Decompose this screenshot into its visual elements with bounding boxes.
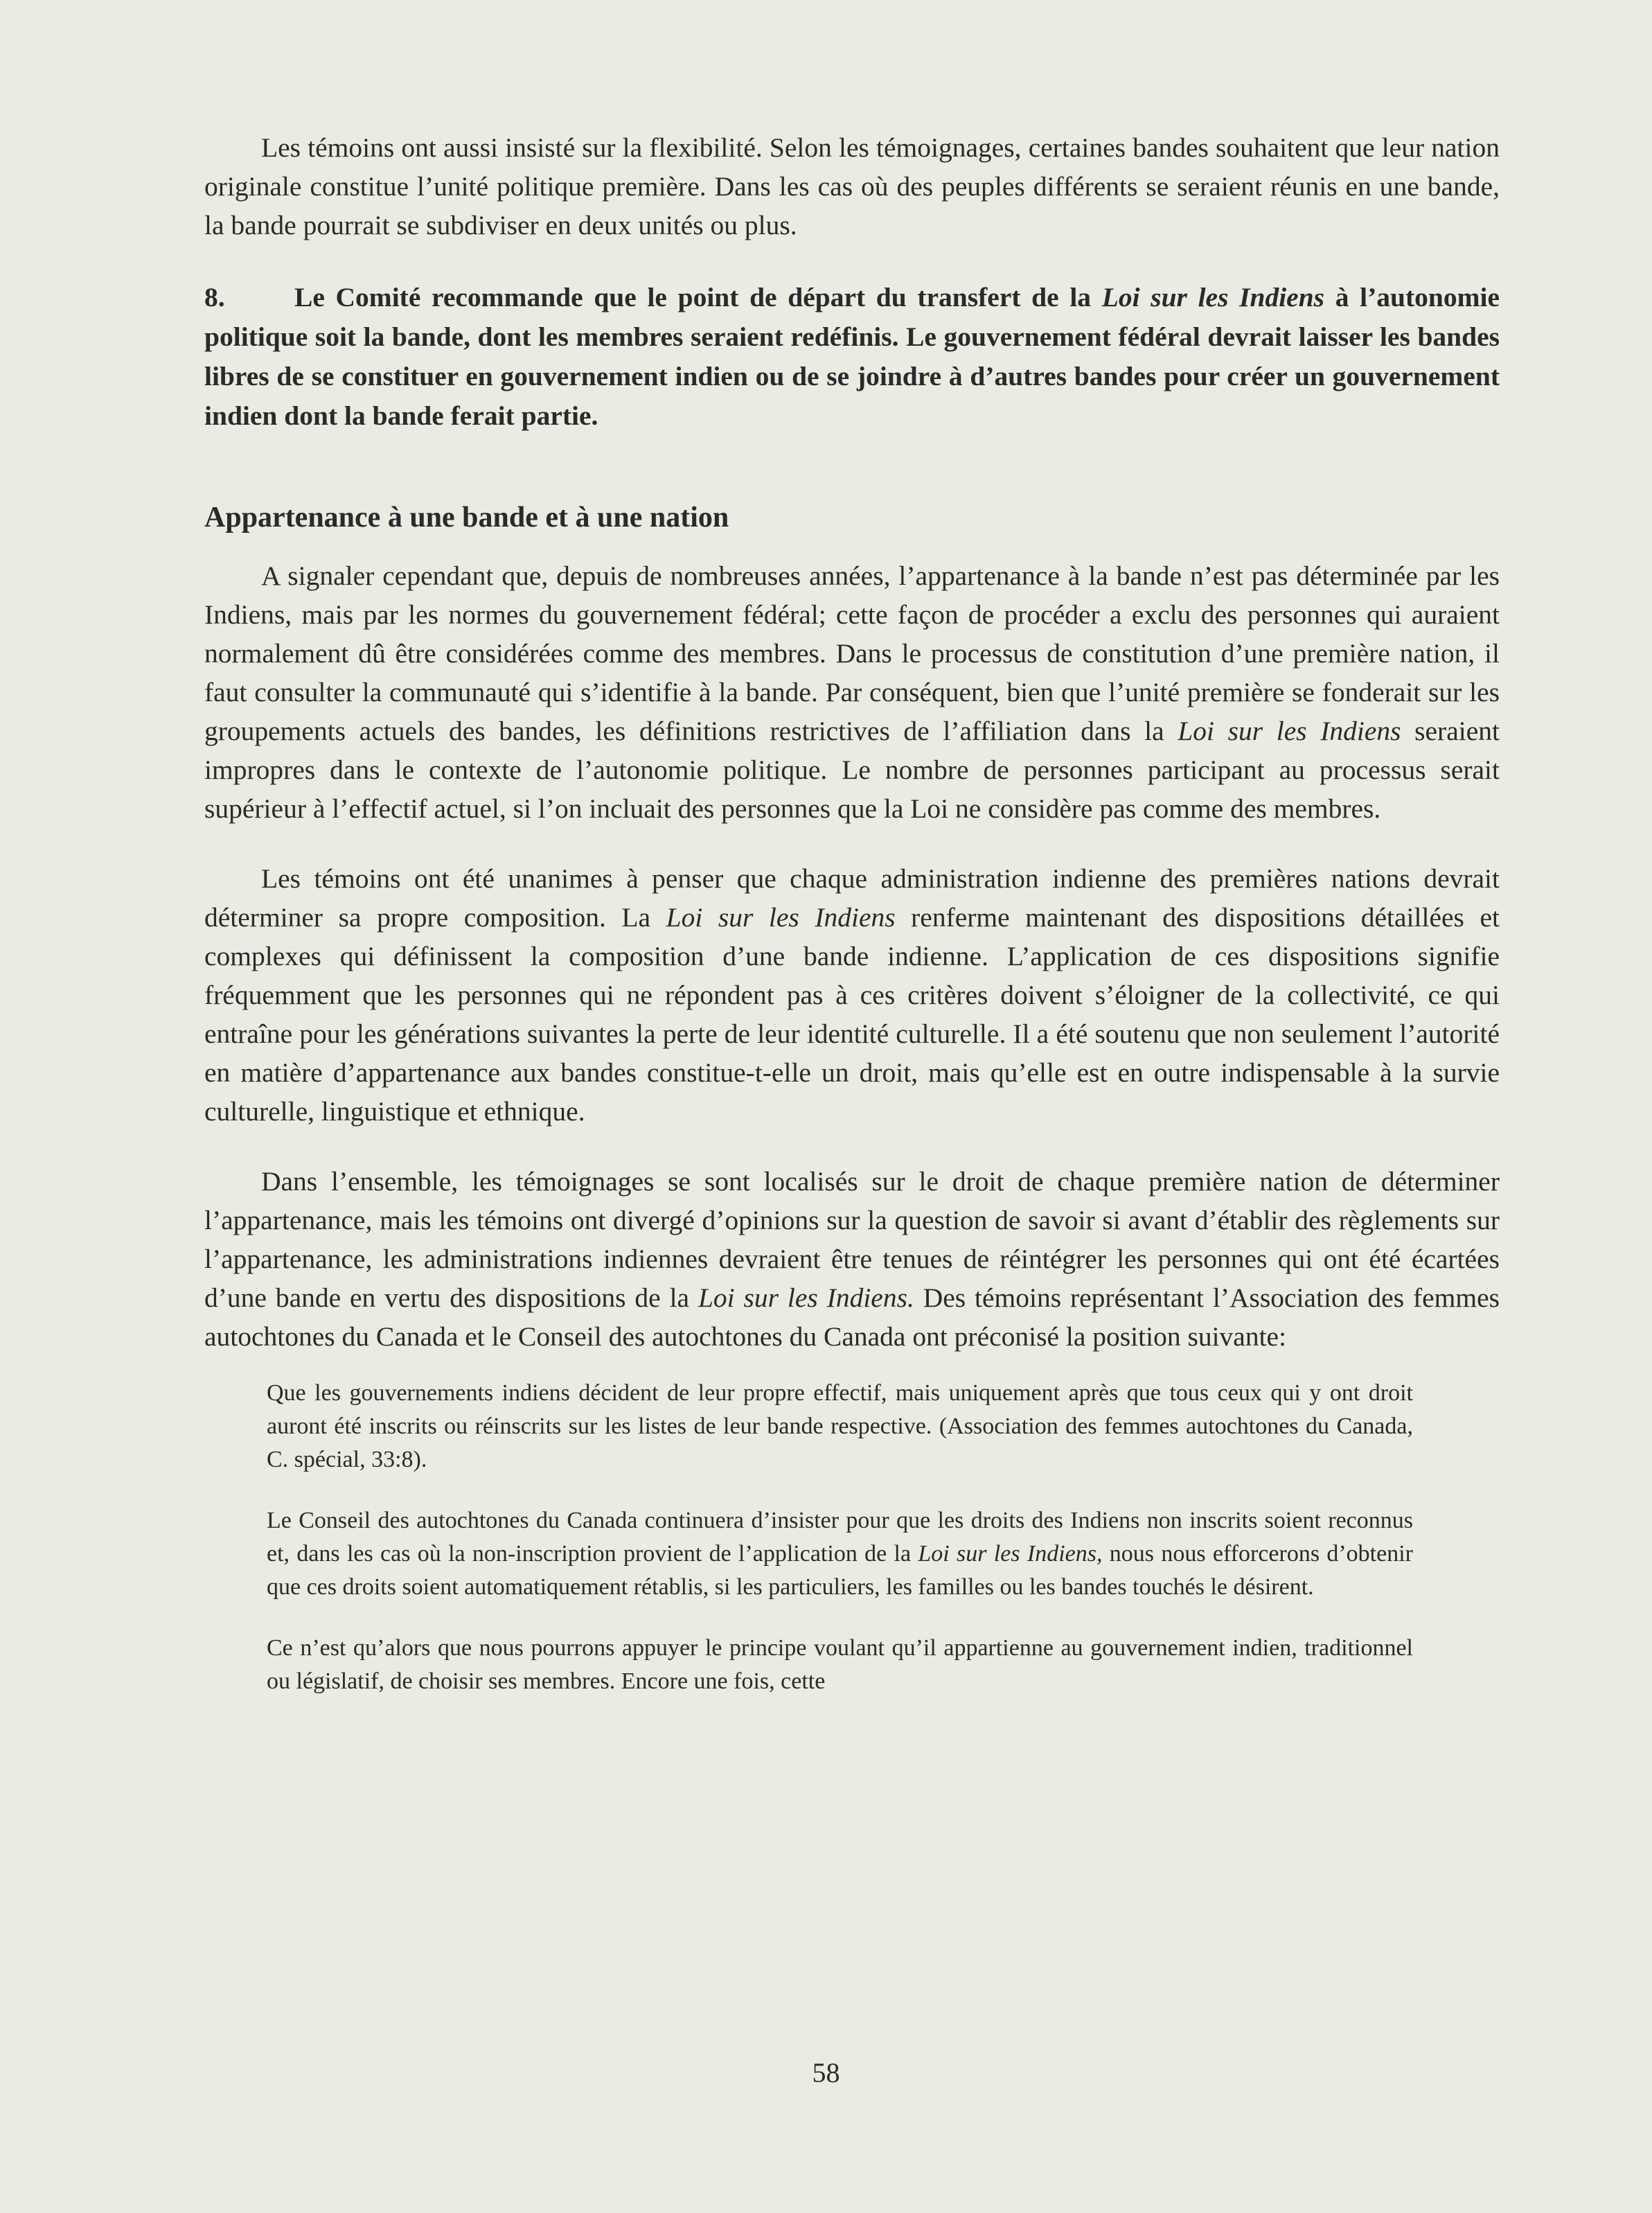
recommendation-8 (204, 278, 1500, 436)
quote-nccc-2: Ce n’est qu’alors que nous pourrons appuyer le principe voulant qu’il appartienne au gouvernement indien, traditionnel ou législatif, de choisir ses membres. Encore une fois, cette (267, 1635, 1413, 1694)
paragraph-membership-1 (204, 556, 1500, 828)
section-heading: Appartenance à une bande et à une nation (204, 502, 729, 534)
recommendation-number: 8. (204, 282, 225, 312)
paragraph-text: Dans l’ensemble, les témoignages se sont localisés sur le droit de chaque première nation de déterminer l’appartenance, mais les témoins ont divergé d’opinions sur la question de savoir si avant d’établir des règlements sur l’appartenance, les administrations indiennes devraient être tenues de réintégrer les personnes qui ont été écartées d’une bande en vertu des dispositions de la (204, 1166, 1500, 1313)
paragraph-text: renferme maintenant des dispositions détaillées et complexes qui définissent la composition d’une bande indienne. L’application de ces dispositions signifie fréquemment que les personnes qui ne répondent pas à ces critères doivent s’éloigner de la collectivité, ce qui entraîne pour les générations suivantes la perte de leur identité culturelle. Il a été soutenu que non seulement l’autorité en matière d’appartenance aux bandes constitue-t-elle un droit, mais qu’elle est en outre indispensable à la survie culturelle, linguistique et ethnique. (204, 902, 1500, 1127)
recommendation-text-2: à l’autonomie politique soit la bande, dont les membres seraient redéfinis. Le gouvernement fédéral devrait laisser les bandes libres de se constituer en gouvernement indien ou de se joindre à d’autres bandes pour créer un gouvernement indien dont la bande ferait partie. (204, 282, 1500, 431)
paragraph-membership-3 (204, 1162, 1500, 1356)
paragraph-text: Les témoins ont été unanimes à penser que chaque administration indienne des premières nations devrait déterminer sa propre composition. La (204, 863, 1500, 933)
recommendation-law-title: Loi sur les Indiens (1101, 282, 1325, 312)
page-number: 58 (812, 2057, 840, 2088)
quote-nwac: Que les gouvernements indiens décident de leur propre effectif, mais uniquement après que tous ceux qui y ont droit auront été inscrits ou réinscrits sur les listes de leur bande respective. (Association des femmes autochtones du Canada, C. spécial, 33:8). (267, 1380, 1413, 1472)
quote-text: nous nous efforcerons d’obtenir que ces droits soient automatiquement rétablis, si les particuliers, les familles ou les bandes touchés le désirent. (267, 1541, 1413, 1600)
page-body (204, 128, 1500, 1726)
law-title: Loi sur les Indiens, (918, 1541, 1103, 1567)
law-title: Loi sur les Indiens (1178, 716, 1401, 746)
paragraph-membership-2 (204, 859, 1500, 1131)
quote-nccc-1 (267, 1504, 1413, 1604)
paragraph-text: seraient impropres dans le contexte de l’autonomie politique. Le nombre de personnes participant au processus serait supérieur à l’effectif actuel, si l’on incluait des personnes que la Loi ne considère pas comme des membres. (204, 716, 1500, 824)
quote-text: Le Conseil des autochtones du Canada continuera d’insister pour que les droits des Indiens non inscrits soient reconnus et, dans les cas où la non-inscription provient de l’application de la (267, 1508, 1413, 1567)
law-title: Loi sur les Indiens (666, 902, 896, 933)
paragraph-text: A signaler cependant que, depuis de nombreuses années, l’appartenance à la bande n’est pas déterminée par les Indiens, mais par les normes du gouvernement fédéral; cette façon de procéder a exclu des personnes qui auraient normalement dû être considérées comme des membres. Dans le processus de constitution d’une première nation, il faut consulter la communauté qui s’identifie à la bande. Par conséquent, bien que l’unité première se fonderait sur les groupements actuels des bandes, les définitions restrictives de l’affiliation dans la (204, 561, 1500, 746)
law-title: Loi sur les Indiens. (698, 1282, 914, 1313)
paragraph-text: Des témoins représentant l’Association des femmes autochtones du Canada et le Conseil des autochtones du Canada ont préconisé la position suivante: (204, 1282, 1500, 1352)
recommendation-text-1: Le Comité recommande que le point de départ du transfert de la (294, 282, 1102, 312)
intro-paragraph: Les témoins ont aussi insisté sur la flexibilité. Selon les témoignages, certaines bandes souhaitent que leur nation originale constitue l’unité politique première. Dans les cas où des peuples différents se seraient réunis en une bande, la bande pourrait se subdiviser en deux unités ou plus. (204, 132, 1500, 240)
